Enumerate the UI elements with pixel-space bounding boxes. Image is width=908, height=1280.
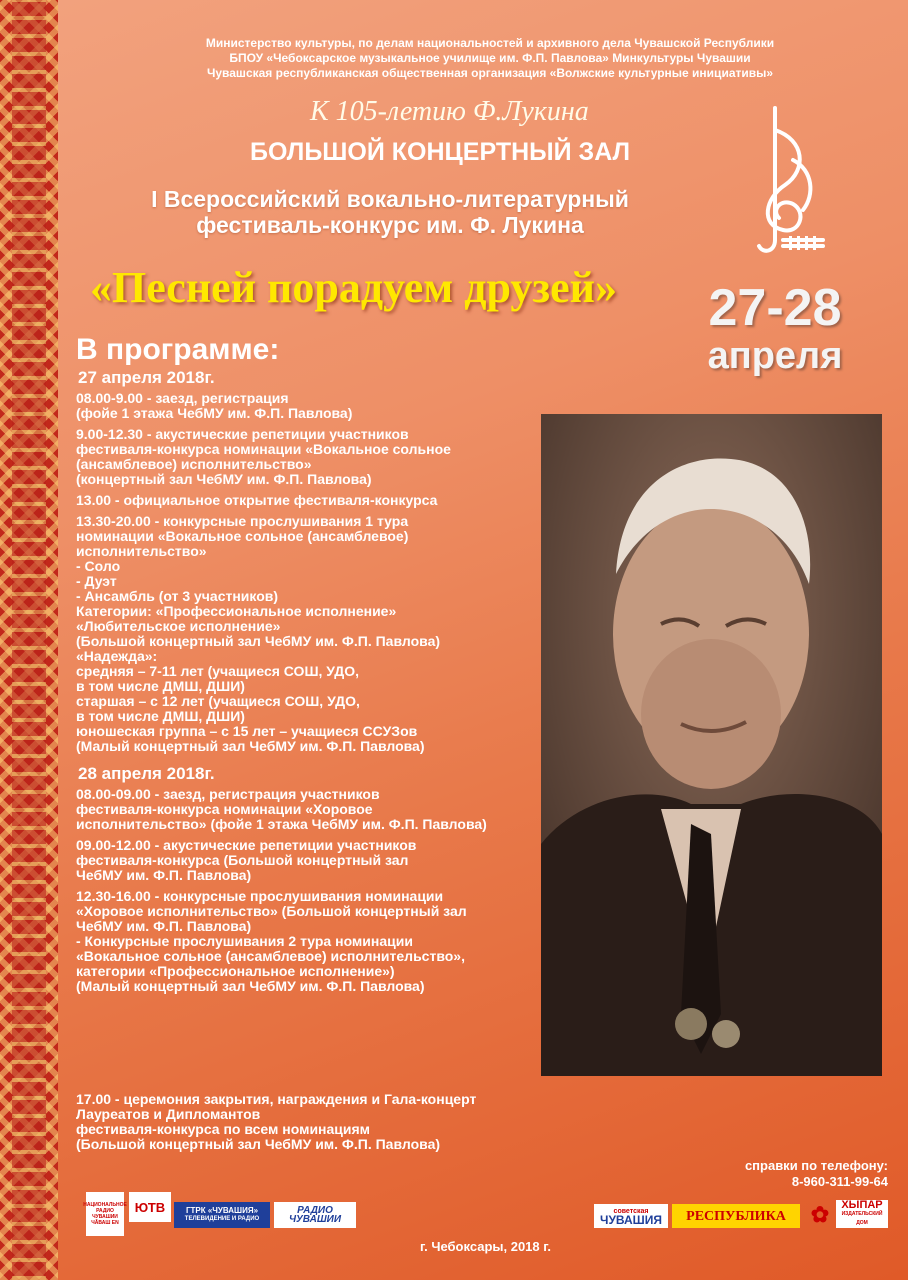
program-item-line: (фойе 1 этажа ЧебМУ им. Ф.П. Павлова) — [76, 405, 353, 421]
org-line-1: Министерство культуры, по делам национальностей и архивного дела Чувашской Республики — [205, 36, 775, 50]
radio-chuvashii-logo: РАДИО ЧУВАШИИ — [274, 1202, 356, 1228]
program-item-line: 12.30-16.00 - конкурсные прослушивания номинации — [76, 888, 444, 904]
program-item-line: 08.00-09.00 - заезд, регистрация участников — [76, 786, 380, 802]
program-item-line: 09.00-12.00 - акустические репетиции участников — [76, 837, 417, 853]
treble-violin-icon — [745, 100, 825, 258]
closing-line: Лауреатов и Дипломантов — [76, 1106, 261, 1122]
program-item — [76, 514, 546, 754]
portrait-photo — [541, 414, 882, 1076]
festival-title — [70, 186, 710, 238]
sov-chuv-top: советская — [613, 1208, 649, 1215]
program-item-line: категории «Профессиональное исполнение») — [76, 963, 395, 979]
telecom-logo: ЮТВ — [129, 1192, 171, 1222]
program-item-line: исполнительство» (фойе 1 этажа ЧебМУ им. Ф.П. Павлова) — [76, 816, 487, 832]
chuvash-emblem-icon: ✿ — [810, 1201, 830, 1227]
footer-city-year: г. Чебоксары, 2018 г. — [420, 1239, 551, 1254]
gtrk-sub: ТЕЛЕВИДЕНИЕ И РАДИО — [184, 1216, 260, 1222]
hall-title: БОЛЬШОЙ КОНЦЕРТНЫЙ ЗАЛ — [250, 138, 631, 166]
festival-line-1: I Всероссийский вокально-литературный — [151, 186, 629, 212]
program-item — [76, 391, 546, 421]
program-item-line: - Соло — [76, 558, 121, 574]
program-item-line: 13.30-20.00 - конкурсные прослушивания 1 тура — [76, 513, 409, 529]
contacts-phone[interactable]: 8-960-311-99-64 — [791, 1174, 888, 1189]
program-item-line: - Дуэт — [76, 573, 117, 589]
program-item-line: (ансамблевое) исполнительство» — [76, 456, 312, 472]
dates-month: апреля — [707, 335, 843, 377]
hypar-sub: ИЗДАТЕЛЬСКИЙ ДОМ — [841, 1210, 883, 1226]
org-line-2: БПОУ «Чебоксарское музыкальное училище им. Ф.П. Павлова» Минкультуры Чувашии — [229, 51, 751, 65]
program-item-line: ЧебМУ им. Ф.П. Павлова) — [76, 867, 252, 883]
org-line-3: Чувашская республиканская общественная организация «Волжские культурные инициативы» — [206, 66, 774, 80]
ornament-border — [0, 0, 58, 1280]
sovetskaya-chuvashiya-logo — [594, 1204, 668, 1228]
program-item-line: ЧебМУ им. Ф.П. Павлова) — [76, 918, 252, 934]
closing-line: 17.00 - церемония закрытия, награждения и Гала-концерт — [76, 1091, 477, 1107]
program-item — [76, 427, 546, 487]
program-item-line: «Хоровое исполнительство» (Большой концертный зал — [76, 903, 467, 919]
program-item — [76, 889, 546, 994]
festival-motto: «Песней порадуем друзей» — [90, 263, 617, 312]
program-item-line: старшая – с 12 лет (учащиеся СОШ, УДО, — [76, 693, 360, 709]
program-item-line: (Малый концертный зал ЧебМУ им. Ф.П. Павлова) — [76, 978, 425, 994]
program-item-line: (Малый концертный зал ЧебМУ им. Ф.П. Павлова) — [76, 738, 425, 754]
program-item — [76, 838, 546, 883]
program-item-line: фестиваля-конкурса номинации «Вокальное сольное — [76, 441, 451, 457]
program-item-line: 13.00 - официальное открытие фестиваля-конкурса — [76, 492, 438, 508]
program-item-line: номинации «Вокальное сольное (ансамблевое) — [76, 528, 409, 544]
respublika-logo: РЕСПУБЛИКА — [672, 1204, 800, 1228]
sov-chuv-name: ЧУВАШИЯ — [600, 1213, 662, 1227]
hypar-logo — [836, 1200, 888, 1228]
program-item-line: (концертный зал ЧебМУ им. Ф.П. Павлова) — [76, 471, 372, 487]
program-item-line: «Любительское исполнение» — [76, 618, 281, 634]
program-item-line: в том числе ДМШ, ДШИ) — [76, 678, 245, 694]
program-item-line: 08.00-9.00 - заезд, регистрация — [76, 390, 289, 406]
program-item-line: Категории: «Профессиональное исполнение» — [76, 603, 397, 619]
program-item-line: средняя – 7-11 лет (учащиеся СОШ, УДО, — [76, 663, 360, 679]
program-title: В программе: — [76, 333, 280, 366]
hypar-name: ХЫПАР — [841, 1198, 883, 1211]
closing-ceremony — [76, 1092, 556, 1152]
day2-date: 28 апреля 2018г. — [78, 764, 215, 783]
program-item-line: 9.00-12.30 - акустические репетиции участников — [76, 426, 409, 442]
contacts — [690, 1158, 888, 1190]
program-item-line: юношеская группа – с 15 лет – учащиеся ССУЗов — [76, 723, 418, 739]
program-item-line: «Надежда»: — [76, 648, 158, 664]
contacts-label: справки по телефону: — [744, 1158, 888, 1173]
program-item-line: - Конкурсные прослушивания 2 тура номинации — [76, 933, 413, 949]
program-item-line: - Ансамбль (от 3 участников) — [76, 588, 279, 604]
day1-date: 27 апреля 2018г. — [78, 368, 215, 387]
program-item-line: исполнительство» — [76, 543, 207, 559]
program-item — [76, 493, 546, 508]
program-item-line: «Вокальное сольное (ансамблевое) исполнительство», — [76, 948, 465, 964]
program-item-line: фестиваля-конкурса номинации «Хоровое — [76, 801, 373, 817]
festival-line-2: фестиваль-конкурс им. Ф. Лукина — [196, 212, 584, 238]
program-item-line: фестиваля-конкурса (Большой концертный зал — [76, 852, 409, 868]
closing-line: фестиваля-конкурса по всем номинациям — [76, 1121, 371, 1137]
dates-numbers: 27-28 — [708, 279, 842, 337]
program-item-line: (Большой концертный зал ЧебМУ им. Ф.П. Павлова) — [76, 633, 441, 649]
closing-line: (Большой концертный зал ЧебМУ им. Ф.П. Павлова) — [76, 1136, 441, 1152]
program-item-line: в том числе ДМШ, ДШИ) — [76, 708, 245, 724]
program-item — [76, 787, 546, 832]
festival-dates — [690, 280, 860, 376]
gtrk-name: ГТРК «ЧУВАШИЯ» — [185, 1206, 259, 1215]
gtrk-logo — [174, 1202, 270, 1228]
program-content — [76, 370, 546, 1000]
national-radio-logo: НАЦИОНАЛЬНОЕ РАДИО ЧУВАШИИ ЧĂВАШ EN — [86, 1192, 124, 1236]
anniversary-tagline: К 105-летию Ф.Лукина — [310, 96, 589, 127]
